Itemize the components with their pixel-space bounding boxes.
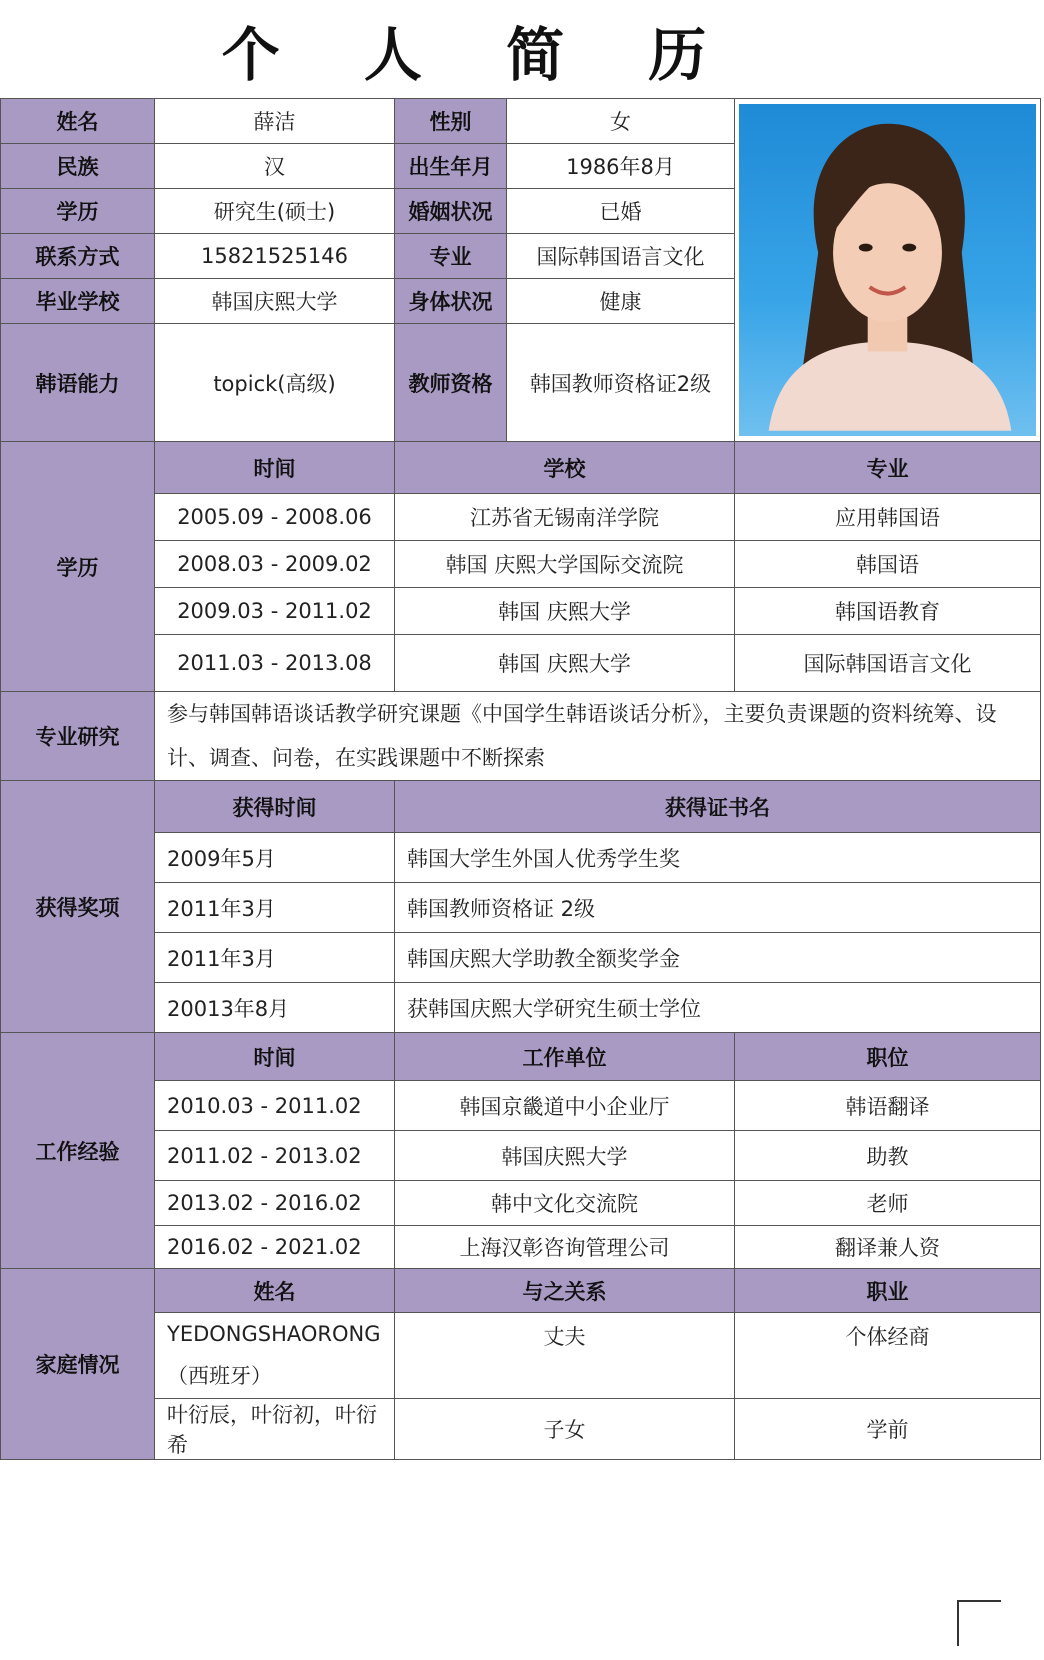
portrait-illustration: [739, 104, 1036, 431]
education-school: 韩国 庆熙大学国际交流院: [395, 541, 735, 588]
work-company: 韩国庆熙大学: [395, 1131, 735, 1181]
awards-header-cert: 获得证书名: [395, 781, 1041, 833]
education-major: 韩国语教育: [735, 588, 1041, 635]
ethnicity-label: 民族: [1, 144, 155, 189]
family-occupation: 个体经商: [735, 1313, 1041, 1399]
degree-value: 研究生(硕士): [155, 189, 395, 234]
family-header-occupation: 职业: [735, 1269, 1041, 1313]
work-position: 老师: [735, 1181, 1041, 1226]
work-position: 翻译兼人资: [735, 1226, 1041, 1269]
marital-label: 婚姻状况: [395, 189, 507, 234]
corner-mark: [957, 1600, 1001, 1646]
gender-value: 女: [507, 99, 735, 144]
education-header-major: 专业: [735, 442, 1041, 494]
table-row: 2011年3月: [155, 883, 395, 933]
ethnicity-value: 汉: [155, 144, 395, 189]
table-row: 2009.03 - 2011.02: [155, 588, 395, 635]
korean-value: topick(高级): [155, 324, 395, 442]
table-row: YEDONGSHAORONG（西班牙）: [155, 1313, 395, 1399]
education-label: 学历: [1, 442, 155, 692]
award-name: 韩国庆熙大学助教全额奖学金: [395, 933, 1041, 983]
table-row: 2008.03 - 2009.02: [155, 541, 395, 588]
table-row: 2016.02 - 2021.02: [155, 1226, 395, 1269]
education-school: 江苏省无锡南洋学院: [395, 494, 735, 541]
research-label: 专业研究: [1, 692, 155, 781]
major-value: 国际韩国语言文化: [507, 234, 735, 279]
family-relation: 丈夫: [395, 1313, 735, 1399]
family-label: 家庭情况: [1, 1269, 155, 1460]
work-company: 韩国京畿道中小企业厅: [395, 1081, 735, 1131]
birth-label: 出生年月: [395, 144, 507, 189]
work-header-time: 时间: [155, 1033, 395, 1081]
contact-label: 联系方式: [1, 234, 155, 279]
work-company: 韩中文化交流院: [395, 1181, 735, 1226]
award-name: 韩国大学生外国人优秀学生奖: [395, 833, 1041, 883]
work-position: 助教: [735, 1131, 1041, 1181]
page-title: 个 人 简 历: [221, 21, 739, 89]
family-relation: 子女: [395, 1399, 735, 1460]
awards-header-time: 获得时间: [155, 781, 395, 833]
name-label: 姓名: [1, 99, 155, 144]
work-position: 韩语翻译: [735, 1081, 1041, 1131]
work-header-position: 职位: [735, 1033, 1041, 1081]
table-row: 2005.09 - 2008.06: [155, 494, 395, 541]
birth-value: 1986年8月: [507, 144, 735, 189]
table-row: 2011.03 - 2013.08: [155, 635, 395, 692]
family-header-relation: 与之关系: [395, 1269, 735, 1313]
table-row: 2010.03 - 2011.02: [155, 1081, 395, 1131]
korean-label: 韩语能力: [1, 324, 155, 442]
award-name: 韩国教师资格证 2级: [395, 883, 1041, 933]
portrait-photo: [739, 104, 1036, 436]
table-row: 20013年8月: [155, 983, 395, 1033]
school-value: 韩国庆熙大学: [155, 279, 395, 324]
education-major: 国际韩国语言文化: [735, 635, 1041, 692]
health-label: 身体状况: [395, 279, 507, 324]
marital-value: 已婚: [507, 189, 735, 234]
awards-label: 获得奖项: [1, 781, 155, 1033]
photo-cell: [735, 99, 1041, 442]
education-header-time: 时间: [155, 442, 395, 494]
research-text: 参与韩国韩语谈话教学研究课题《中国学生韩语谈话分析》，主要负责课题的资料统筹、设计、调查、问卷，在实践课题中不断探索: [155, 692, 1041, 781]
resume-table: [0, 98, 1040, 1460]
gender-label: 性别: [395, 99, 507, 144]
education-header-school: 学校: [395, 442, 735, 494]
major-label: 专业: [395, 234, 507, 279]
family-header-name: 姓名: [155, 1269, 395, 1313]
table-row: 2009年5月: [155, 833, 395, 883]
teacher-label: 教师资格: [395, 324, 507, 442]
table-row: 2011年3月: [155, 933, 395, 983]
education-school: 韩国 庆熙大学: [395, 635, 735, 692]
work-label: 工作经验: [1, 1033, 155, 1269]
education-major: 韩国语: [735, 541, 1041, 588]
award-name: 获韩国庆熙大学研究生硕士学位: [395, 983, 1041, 1033]
contact-value: 15821525146: [155, 234, 395, 279]
table-row: 叶衍辰，叶衍初，叶衍希: [155, 1399, 395, 1460]
family-occupation: 学前: [735, 1399, 1041, 1460]
table-row: 2013.02 - 2016.02: [155, 1181, 395, 1226]
school-label: 毕业学校: [1, 279, 155, 324]
education-school: 韩国 庆熙大学: [395, 588, 735, 635]
name-value: 薛洁: [155, 99, 395, 144]
work-company: 上海汉彰咨询管理公司: [395, 1226, 735, 1269]
degree-label: 学历: [1, 189, 155, 234]
work-header-company: 工作单位: [395, 1033, 735, 1081]
education-major: 应用韩国语: [735, 494, 1041, 541]
teacher-value: 韩国教师资格证2级: [507, 324, 735, 442]
health-value: 健康: [507, 279, 735, 324]
table-row: 2011.02 - 2013.02: [155, 1131, 395, 1181]
